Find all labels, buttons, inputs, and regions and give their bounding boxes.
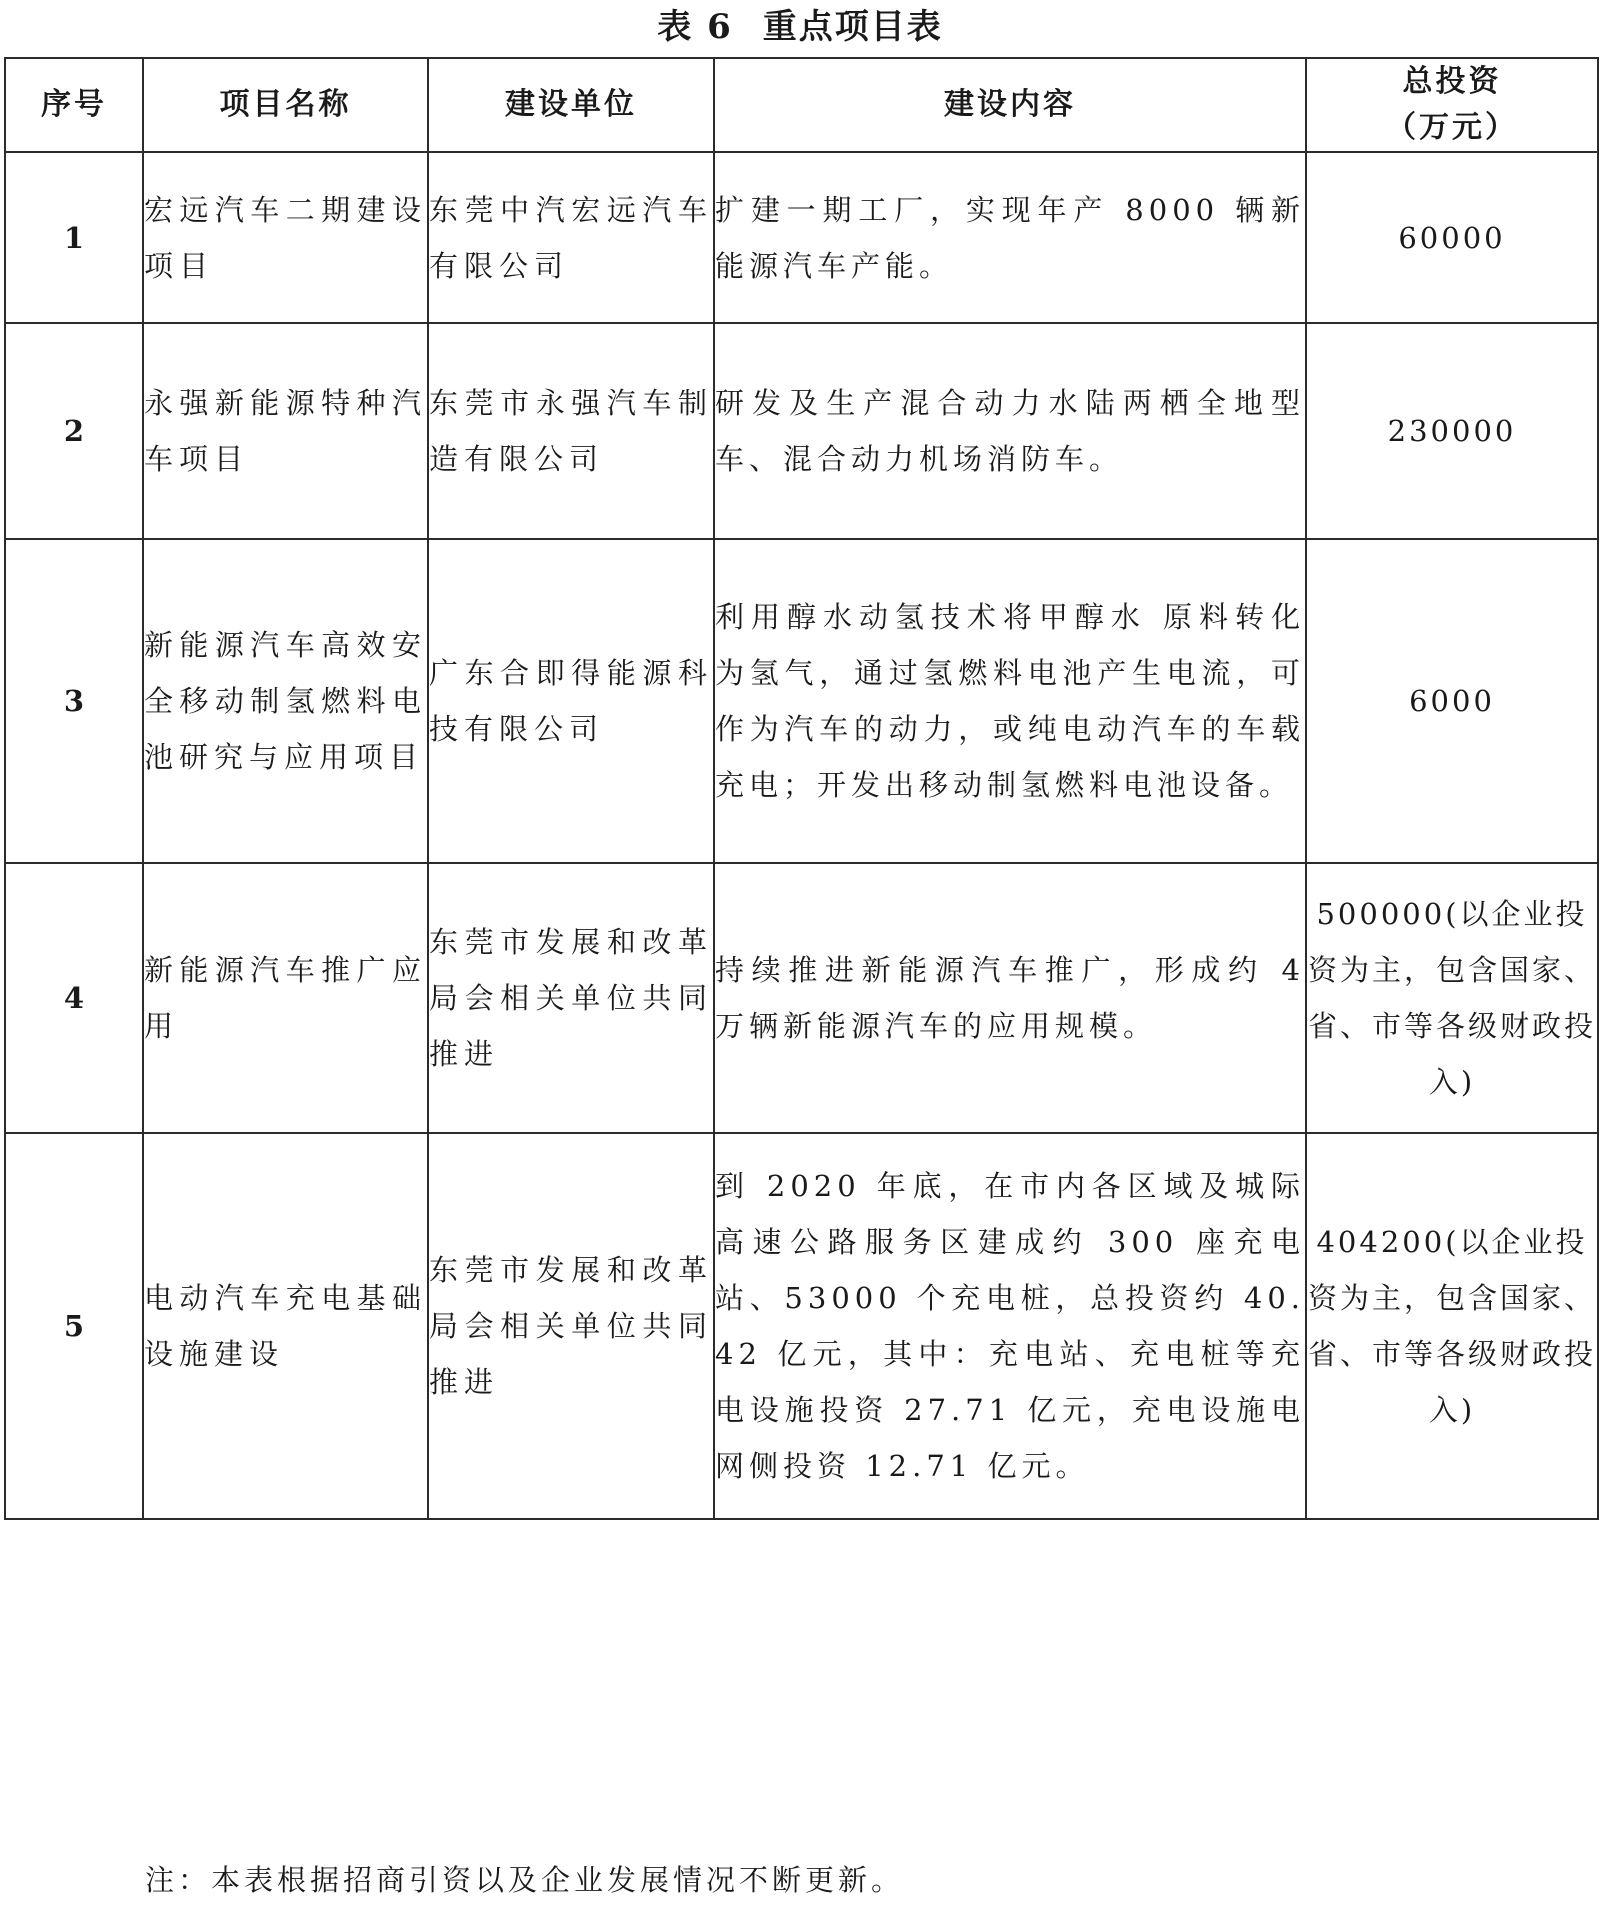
row-seq: 1 <box>5 152 143 323</box>
header-investment-line1: 总投资 <box>1402 64 1502 99</box>
table-name: 重点项目表 <box>762 7 943 47</box>
row-total-investment: 230000 <box>1306 323 1598 539</box>
row-total-investment: 500000(以企业投资为主，包含国家、省、市等各级财政投入) <box>1306 863 1598 1133</box>
row-seq: 3 <box>5 539 143 863</box>
row-project-name: 新能源汽车推广应用 <box>143 863 428 1133</box>
row-seq: 2 <box>5 323 143 539</box>
row-project-name: 永强新能源特种汽车项目 <box>143 323 428 539</box>
table-row <box>5 152 1598 323</box>
table-row <box>5 863 1598 1133</box>
key-projects-table <box>4 57 1599 1520</box>
header-seq: 序号 <box>5 58 143 152</box>
header-project-name: 项目名称 <box>143 58 428 152</box>
header-construction-unit: 建设单位 <box>428 58 714 152</box>
table-title <box>0 0 1600 54</box>
row-project-name: 电动汽车充电基础设施建设 <box>143 1133 428 1519</box>
row-seq: 4 <box>5 863 143 1133</box>
row-construction-unit: 东莞市发展和改革局会相关单位共同推进 <box>428 1133 714 1519</box>
row-total-investment: 60000 <box>1306 152 1598 323</box>
row-seq: 5 <box>5 1133 143 1519</box>
row-construction-content: 持续推进新能源汽车推广，形成约 4 万辆新能源汽车的应用规模。 <box>714 863 1306 1133</box>
row-construction-unit: 东莞市永强汽车制造有限公司 <box>428 323 714 539</box>
header-row <box>5 58 1598 152</box>
row-construction-unit: 东莞中汽宏远汽车有限公司 <box>428 152 714 323</box>
header-investment-line2: （万元） <box>1386 110 1518 145</box>
row-construction-unit: 东莞市发展和改革局会相关单位共同推进 <box>428 863 714 1133</box>
row-construction-content: 扩建一期工厂，实现年产 8000 辆新能源汽车产能。 <box>714 152 1306 323</box>
row-project-name: 宏远汽车二期建设项目 <box>143 152 428 323</box>
table-row <box>5 323 1598 539</box>
header-construction-content: 建设内容 <box>714 58 1306 152</box>
table-row <box>5 539 1598 863</box>
row-total-investment: 6000 <box>1306 539 1598 863</box>
table-note: 注：本表根据招商引资以及企业发展情况不断更新。 <box>145 1863 905 1897</box>
row-project-name: 新能源汽车高效安全移动制氢燃料电池研究与应用项目 <box>143 539 428 863</box>
table-row <box>5 1133 1598 1519</box>
row-construction-content: 研发及生产混合动力水陆两栖全地型车、混合动力机场消防车。 <box>714 323 1306 539</box>
header-total-investment <box>1306 58 1598 152</box>
row-construction-content: 利用醇水动氢技术将甲醇水 原料转化为氢气，通过氢燃料电池产生电流，可作为汽车的动力，或纯电动汽车的车载充电；开发出移动制氢燃料电池设备。 <box>714 539 1306 863</box>
table-number: 表 6 <box>657 7 733 47</box>
row-construction-content: 到 2020 年底，在市内各区域及城际高速公路服务区建成约 300 座充电站、53000 个充电桩，总投资约 40.42 亿元，其中：充电站、充电桩等充电设施投资 27.71 亿元，充电设施电网侧投资 12.71 亿元。 <box>714 1133 1306 1519</box>
row-total-investment: 404200(以企业投资为主，包含国家、省、市等各级财政投入) <box>1306 1133 1598 1519</box>
row-construction-unit: 广东合即得能源科技有限公司 <box>428 539 714 863</box>
